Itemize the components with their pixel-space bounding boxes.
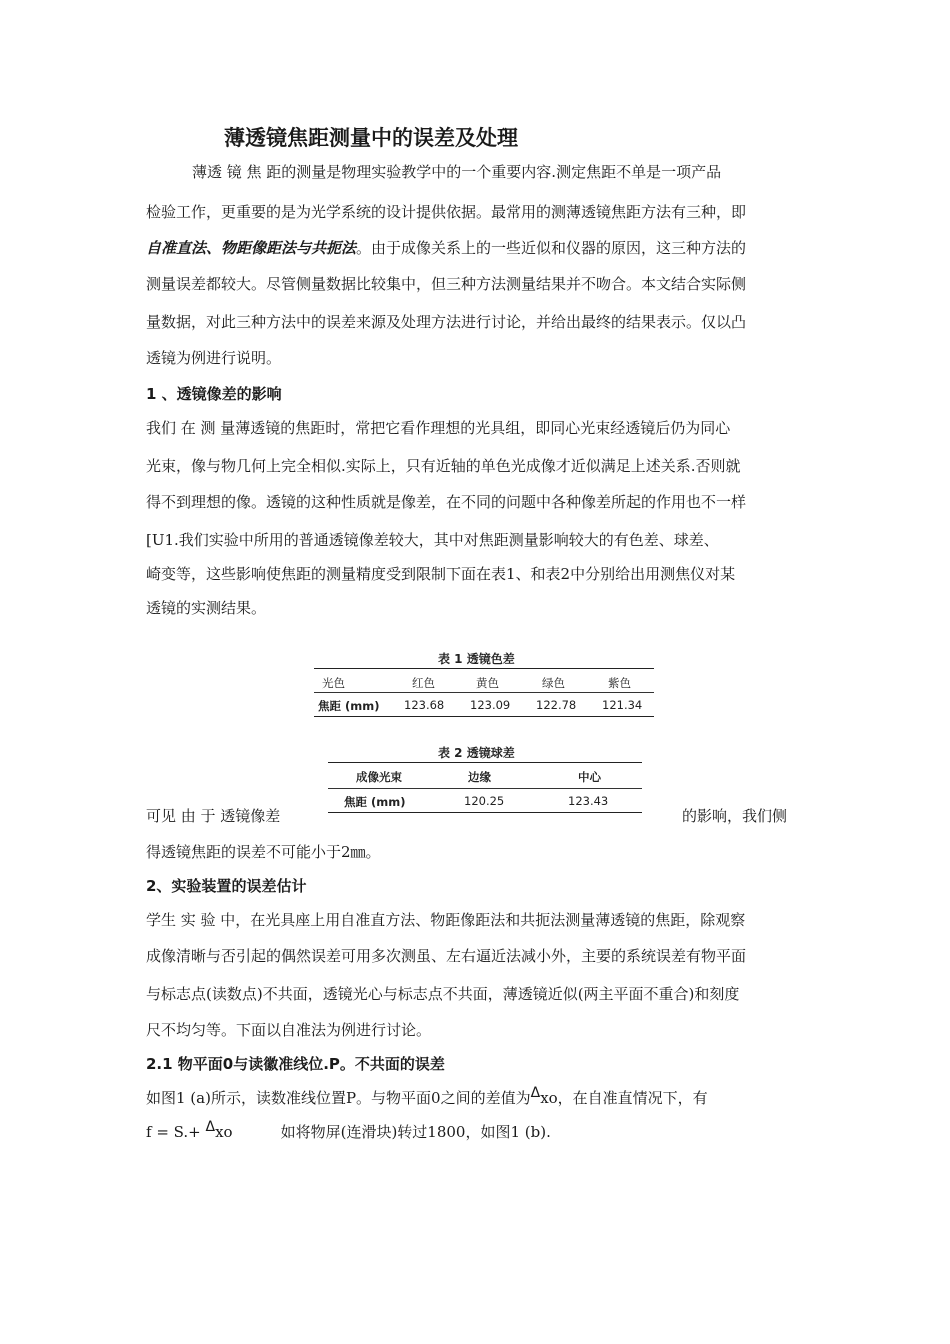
table-1-value-red: 123.68 [404, 698, 445, 712]
table-2-header-beam: 成像光束 [356, 770, 402, 784]
table-2-top-rule [328, 762, 642, 763]
table-1-row-label: 焦距 (mm) [318, 699, 380, 713]
table-2-header-edge: 边缘 [468, 770, 491, 784]
table-2-mid-rule [328, 788, 642, 789]
section-1-line-4: [U1.我们实验中所用的普通透镜像差较大，其中对焦距测量影响较大的有色差、球差、 [146, 531, 719, 549]
section-2-1-line-1-a: 如图1 (a)所示，读数准线位置P。与物平面0之间的差值为 [146, 1089, 531, 1107]
table-1-bottom-rule [314, 716, 654, 717]
table-2-header-center: 中心 [578, 770, 601, 784]
table-1-caption: 表 1 透镜色差 [438, 652, 515, 666]
table-1-value-yellow: 123.09 [470, 698, 511, 712]
formula-subscript: xo [215, 1123, 233, 1141]
section-2-heading: 2、实验装置的误差估计 [146, 877, 307, 895]
intro-line-1: 薄透 镜 焦 距的测量是物理实验教学中的一个重要内容.测定焦距不单是一项产品 [192, 163, 722, 181]
section-2-1-line-2-c: 如将物屏(连滑块)转过1800，如图1 (b). [280, 1123, 551, 1141]
section-1-heading: 1 、透镜像差的影响 [146, 385, 282, 403]
methods-emphasis: 自准直法、物距像距法与共扼法 [146, 239, 357, 257]
section-2-1-line-1-b: xo，在自准直情况下，有 [540, 1089, 708, 1107]
table-1-top-rule [314, 668, 654, 669]
section-2-line-2: 成像清晰与否引起的偶然误差可用多次测虽、左右逼近法减小外，主要的系统误差有物平面 [146, 947, 747, 965]
intro-line-4: 测量误差都较大。尽管侧量数据比较集中，但三种方法测量结果并不吻合。本文结合实际侧 [146, 275, 747, 293]
section-1-after-right: 的影响，我们侧 [682, 807, 788, 825]
section-1-line-5: 崎变等，这些影响使焦距的测量精度受到限制下面在表1、和表2中分别给出用测焦仪对某 [146, 565, 736, 583]
table-1-mid-rule [314, 692, 654, 693]
section-2-line-3: 与标志点(读数点)不共面，透镜光心与标志点不共面，薄透镜近似(两主平面不重合)和刻度 [146, 985, 740, 1003]
intro-line-2: 检验工作，更重要的是为光学系统的设计提供依据。最常用的测薄透镜焦距方法有三种，即 [146, 203, 747, 221]
intro-line-3 [146, 238, 746, 258]
table-1-value-green: 122.78 [536, 698, 577, 712]
table-2-row-label: 焦距 (mm) [344, 795, 406, 809]
aberration-tables [308, 644, 668, 824]
table-2-caption: 表 2 透镜球差 [438, 746, 515, 760]
page-title: 薄透镜焦距测量中的误差及处理 [224, 126, 518, 150]
intro-line-5: 量数据，对此三种方法中的误差来源及处理方法进行讨论，并给出最终的结果表示。仅以凸 [146, 313, 747, 331]
section-1-line-3: 得不到理想的像。透镜的这种性质就是像差，在不同的问题中各种像差所起的作用也不一样 [146, 493, 747, 511]
formula-left: f = S.+ [146, 1123, 206, 1141]
section-1-after-line-2: 得透镜焦距的误差不可能小于2㎜。 [146, 843, 381, 861]
formula-delta-symbol: Δ [205, 1119, 216, 1135]
table-1-value-violet: 121.34 [602, 698, 643, 712]
table-1-header-violet: 紫色 [608, 676, 631, 690]
table-1-header-yellow: 黄色 [476, 676, 499, 690]
intro-line-6: 透镜为例进行说明。 [146, 349, 282, 367]
table-2-value-center: 123.43 [568, 794, 609, 808]
section-2-line-1: 学生 实 验 中，在光具座上用自准直方法、物距像距法和共扼法测量薄透镜的焦距，除观察 [146, 911, 746, 929]
table-1-header-green: 绿色 [542, 676, 565, 690]
section-2-line-4: 尺不均匀等。下面以自准法为例进行讨论。 [146, 1021, 432, 1039]
table-2-value-edge: 120.25 [464, 794, 505, 808]
section-1-after-left: 可见 由 于 透镜像差 [146, 807, 281, 825]
delta-symbol: Δ [530, 1085, 541, 1101]
section-2-1-formula-line [146, 1119, 551, 1143]
section-2-1-heading: 2.1 物平面0与读徽准线位.P。不共面的误差 [146, 1055, 445, 1073]
table-1-header-light: 光色 [322, 676, 345, 690]
intro-line-3-rest: 。由于成像关系上的一些近似和仪器的原因，这三种方法的 [356, 239, 747, 257]
section-2-1-line-1 [146, 1085, 708, 1109]
section-1-line-2: 光束，像与物几何上完全相似.实际上，只有近轴的单色光成像才近似满足上述关系.否则就 [146, 457, 741, 475]
section-1-line-6: 透镜的实测结果。 [146, 599, 267, 617]
table-1-header-red: 红色 [412, 676, 435, 690]
table-2-bottom-rule [328, 812, 642, 813]
section-1-line-1: 我们 在 测 量薄透镜的焦距时，常把它看作理想的光具组，即同心光束经透镜后仍为同心 [146, 419, 731, 437]
